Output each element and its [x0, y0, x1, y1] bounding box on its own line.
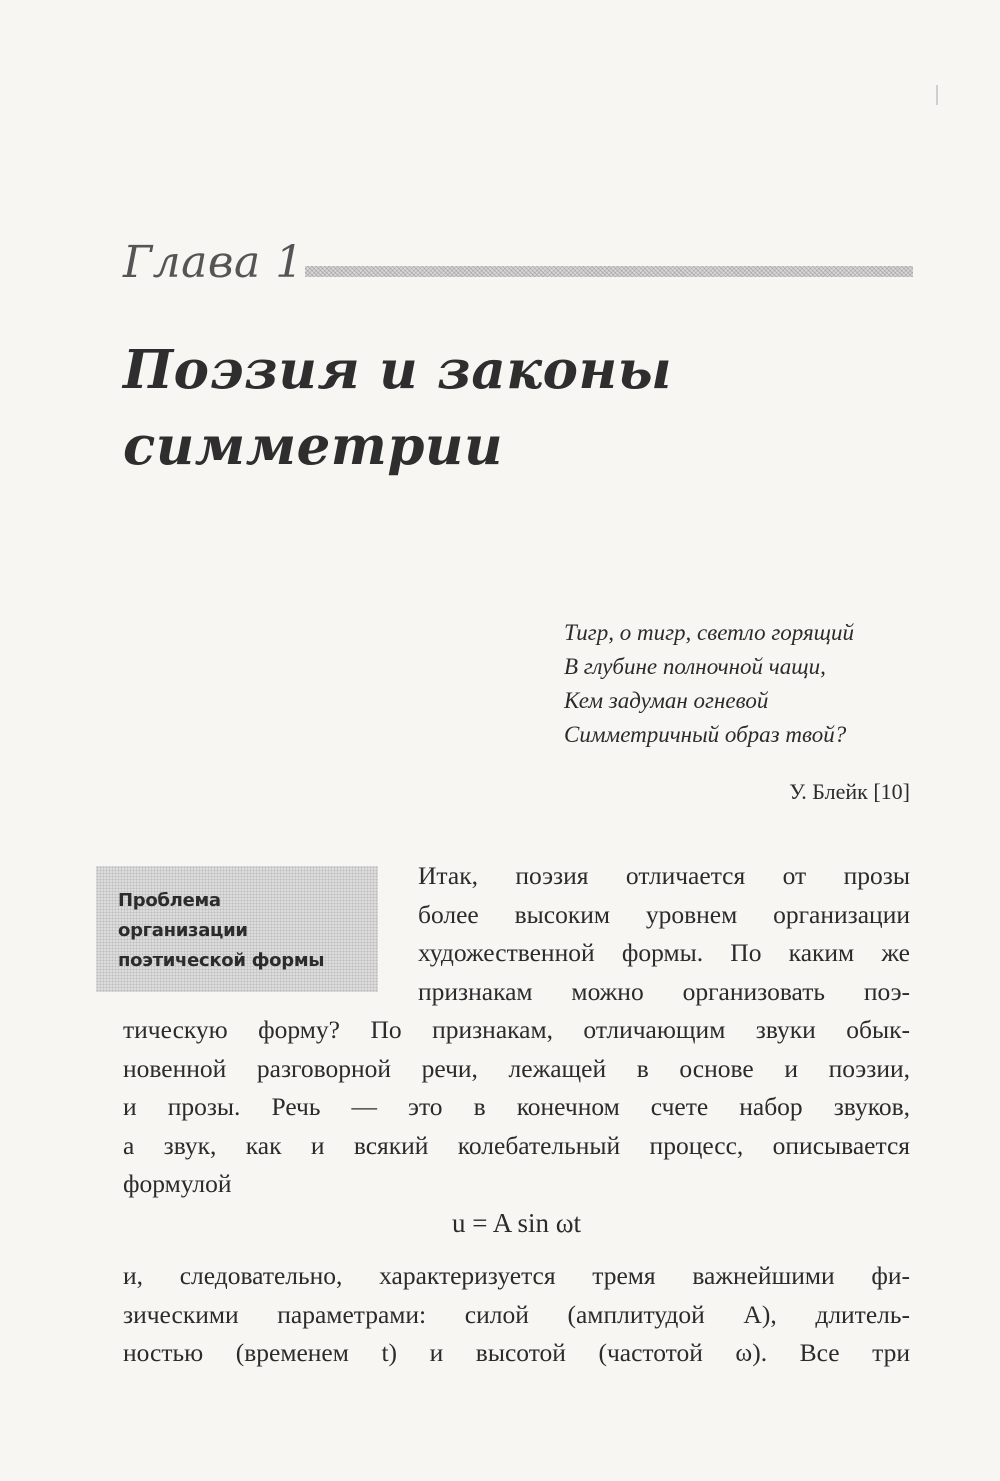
chapter-title-line-2: симметрии — [123, 415, 504, 477]
chapter-header — [123, 236, 913, 290]
body-line: художественной формы. По каким же — [418, 938, 910, 967]
chapter-label: Глава 1 — [123, 237, 304, 288]
body-line: и, следовательно, характеризуется тремя важнейшими фи- — [123, 1261, 910, 1290]
epigraph — [564, 616, 914, 752]
epigraph-line: Тигр, о тигр, светло горящий — [564, 620, 855, 645]
body-line: ностью (временем t) и высотой (частотой ω). Все три — [123, 1338, 910, 1367]
chapter-title — [123, 332, 843, 484]
body-line: формулой — [123, 1169, 232, 1198]
epigraph-line: Кем задуман огневой — [564, 688, 769, 713]
epigraph-line: Симметричный образ твой? — [564, 722, 847, 747]
body-line: Итак, поэзия отличается от прозы — [418, 861, 910, 890]
page-edge-mark — [936, 85, 938, 105]
body-line: и прозы. Речь — это в конечном счете набор звуков, — [123, 1092, 910, 1121]
sidenote-line: поэтической формы — [118, 950, 325, 971]
sidenote-line: Проблема — [118, 890, 221, 911]
sidenote-line: организации — [118, 920, 248, 941]
chapter-title-line-1: Поэзия и законы — [123, 339, 673, 401]
body-line: признакам можно организовать поэ- — [418, 976, 910, 1006]
body-line: зическими параметрами: силой (амплитудой A), длитель- — [123, 1299, 910, 1329]
body-line: тическую форму? По признакам, отличающим звуки обык- — [123, 1015, 910, 1044]
chapter-rule — [305, 266, 913, 277]
body-paragraph-2 — [123, 1257, 910, 1373]
body-paragraph-1 — [123, 857, 910, 1204]
epigraph-line: В глубине полночной чащи, — [564, 654, 826, 679]
epigraph-attribution: У. Блейк [10] — [789, 779, 910, 804]
body-line: более высоким уровнем организации — [418, 899, 910, 929]
body-line: новенной разговорной речи, лежащей в основе и поэзии, — [123, 1053, 910, 1083]
formula: u = A sin ωt — [451, 1208, 582, 1238]
body-line: а звук, как и всякий колебательный процесс, описывается — [123, 1130, 910, 1160]
